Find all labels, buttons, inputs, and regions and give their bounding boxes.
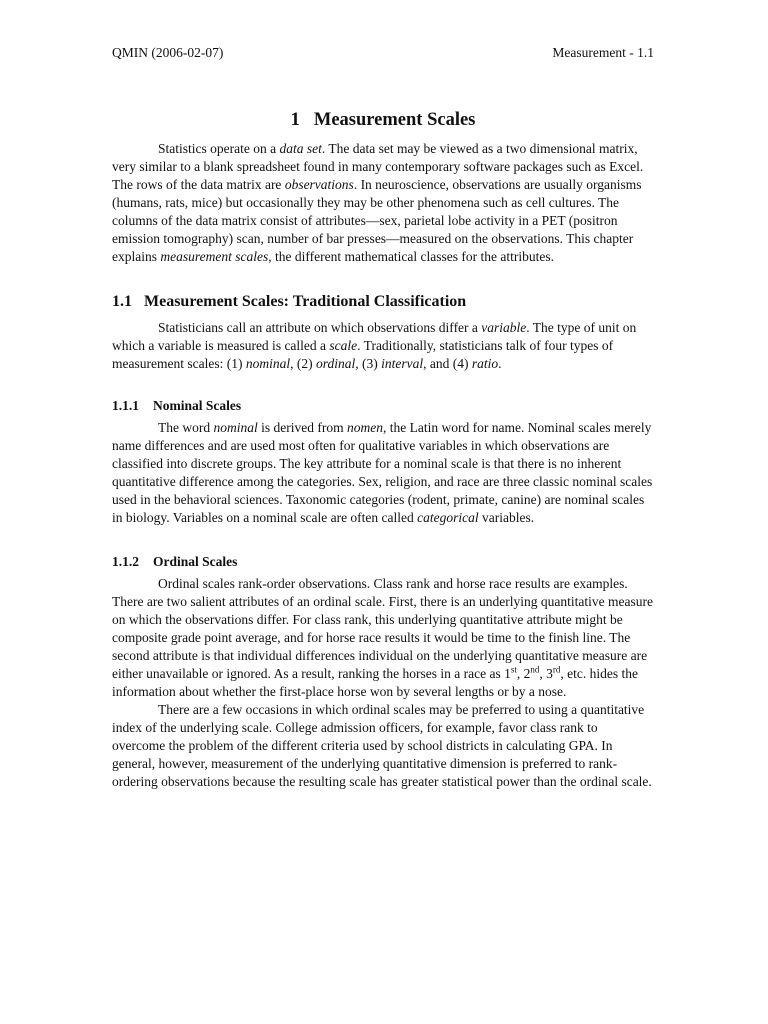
section-heading-1-1 <box>112 291 654 313</box>
text-run: Ordinal scales rank-order observations. Class rank and horse race results are examples. There are two salient attributes of an ordinal scale. First, there is an underlying quantitative measure on which the observations differ. For class rank, this underlying quantitative attribute might be composite grade point average, and for horse race results it would be time to the finish line. The second attribute is that individual differences individual on the underlying quantitative measure are either unavailable or ignored. As a result, ranking the horses in a race as 1 <box>112 576 653 681</box>
text-run: . The data set may be viewed as a two dimensional matrix, very similar to a blank spreadsheet found in many contemporary software packages such as Excel. The rows of the data matrix are <box>112 141 644 192</box>
subsection-title: Ordinal Scales <box>153 554 238 569</box>
text-run: , and (4) <box>423 356 472 371</box>
section-1-1-1-paragraph-1 <box>112 419 654 527</box>
superscript-text: rd <box>552 664 561 675</box>
header-right: Measurement - 1.1 <box>552 45 654 60</box>
emphasis-text: measurement scales <box>160 249 269 264</box>
emphasis-text: variable <box>481 320 527 335</box>
text-run: Statisticians call an attribute on which observations differ a <box>158 320 482 335</box>
text-run: . Traditionally, statisticians talk of four types of measurement scales: (1) <box>112 338 614 371</box>
section-1-1-2-paragraph-2: There are a few occasions in which ordinal scales may be preferred to using a quantitative index of the underlying scale. College admission officers, for example, favor class rank to overcome the problem of the different criteria used by school districts in calculating GPA. In general, however, measurement of the underlying quantitative dimension is preferred to rank-ordering observations because the resulting scale has greater statistical power than the ordinal scale. <box>112 702 652 789</box>
text-run: . <box>498 356 502 371</box>
chapter-number: 1 <box>290 110 300 130</box>
subsection-number: 1.1.1 <box>112 398 139 413</box>
superscript-text: nd <box>530 664 540 675</box>
subsection-title: Nominal Scales <box>153 398 242 413</box>
document-page <box>112 44 654 791</box>
emphasis-text: nomen <box>346 420 383 435</box>
superscript-text: st <box>510 664 517 675</box>
subsection-number: 1.1.2 <box>112 554 139 569</box>
chapter-title: Measurement Scales <box>313 110 476 130</box>
emphasis-text: interval <box>381 356 424 371</box>
emphasis-text: ratio <box>471 356 499 371</box>
text-run: . The type of unit on which a variable is measured is called a <box>112 320 637 353</box>
emphasis-text: categorical <box>417 510 479 525</box>
emphasis-text: scale <box>329 338 358 353</box>
emphasis-text: nominal <box>213 420 258 435</box>
text-run: , the Latin word for name. Nominal scales merely name differences and are used most often for qualitative variables in which observations are classified into discrete groups. The key attribute for a nominal scale is that there is no inherent quantitative difference among the categories. Sex, religion, and race are three classic nominal scales used in the behavioral sciences. Taxonomic categories (rodent, primate, canine) are nominal scales in biology. Variables on a nominal scale are often called <box>112 420 653 525</box>
section-heading-1-1-2 <box>112 553 654 571</box>
emphasis-text: nominal <box>245 356 291 371</box>
header-left: QMIN (2006-02-07) <box>112 45 224 60</box>
section-title: Measurement Scales: Traditional Classification <box>144 293 467 310</box>
emphasis-text: observations <box>284 177 354 192</box>
text-run: variables. <box>478 510 535 525</box>
text-run: . In neuroscience, observations are usually organisms (humans, rats, mice) but occasionally they may be other phenomena such as cell cultures. The columns of the data matrix consist of attributes—sex, parietal lobe activity in a PET (positron emission tomography) scan, number of bar presses—measured on the observations. This chapter explains <box>112 177 642 264</box>
text-run: , (3) <box>355 356 382 371</box>
text-run: , 3 <box>539 666 553 681</box>
running-header <box>112 44 654 62</box>
text-run: The word <box>158 420 214 435</box>
text-run: Statistics operate on a <box>158 141 280 156</box>
emphasis-text: data set <box>279 141 322 156</box>
emphasis-text: ordinal <box>315 356 356 371</box>
text-run: , 2 <box>516 666 531 681</box>
text-run: , (2) <box>290 356 316 371</box>
text-run: , the different mathematical classes for the attributes. <box>268 249 555 264</box>
chapter-paragraph-1 <box>112 140 654 266</box>
section-number: 1.1 <box>112 293 132 310</box>
chapter-heading <box>112 108 654 132</box>
section-1-1-paragraph-1 <box>112 319 654 373</box>
section-heading-1-1-1 <box>112 397 654 415</box>
text-run: , etc. hides the information about whether the first-place horse won by several lengths or by a nose. <box>112 666 638 699</box>
section-1-1-2-paragraph-1 <box>112 575 654 701</box>
text-run: is derived from <box>257 420 347 435</box>
